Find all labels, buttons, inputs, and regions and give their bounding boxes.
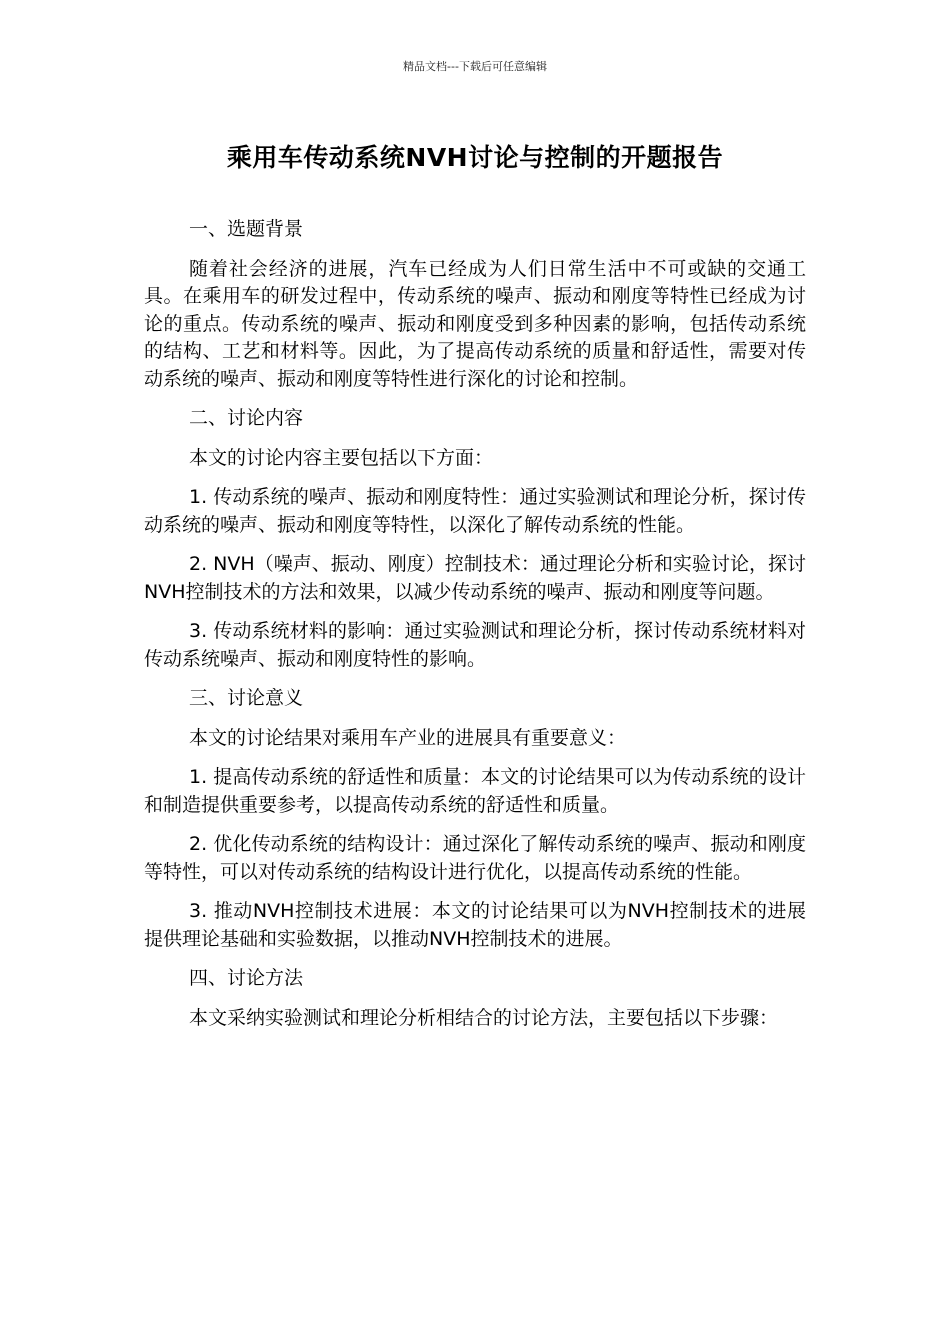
section-heading-background: 一、选题背景 (189, 218, 304, 240)
section-heading-content: 二、讨论内容 (189, 407, 304, 429)
section-heading-significance: 三、讨论意义 (189, 687, 304, 709)
document-title: 乘用车传动系统NVH讨论与控制的开题报告 (226, 143, 724, 172)
content-intro: 本文的讨论内容主要包括以下方面： (189, 446, 494, 469)
significance-item-3: 3. 推动NVH控制技术进展：本文的讨论结果可以为NVH控制技术的进展提供理论基础和实验数据，以推动NVH控制技术的进展。 (144, 900, 806, 950)
content-item-3: 3. 传动系统材料的影响：通过实验测试和理论分析，探讨传动系统材料对传动系统噪声、振动和刚度特性的影响。 (144, 620, 806, 670)
content-item-1: 1. 传动系统的噪声、振动和刚度特性：通过实验测试和理论分析，探讨传动系统的噪声、振动和刚度等特性，以深化了解传动系统的性能。 (144, 486, 806, 536)
background-paragraph: 随着社会经济的进展，汽车已经成为人们日常生活中不可或缺的交通工具。在乘用车的研发过程中，传动系统的噪声、振动和刚度等特性已经成为讨论的重点。传动系统的噪声、振动和刚度受到多种因素的影响，包括传动系统的结构、工艺和材料等。因此，为了提高传动系统的质量和舒适性，需要对传动系统的噪声、振动和刚度等特性进行深化的讨论和控制。 (144, 257, 806, 390)
header-note: 精品文档---下载后可任意编辑 (403, 60, 547, 73)
section-heading-method: 四、讨论方法 (189, 967, 304, 989)
significance-item-2: 2. 优化传动系统的结构设计：通过深化了解传动系统的噪声、振动和刚度等特性，可以对传动系统的结构设计进行优化，以提高传动系统的性能。 (144, 833, 806, 883)
significance-item-1: 1. 提高传动系统的舒适性和质量：本文的讨论结果可以为传动系统的设计和制造提供重要参考，以提高传动系统的舒适性和质量。 (144, 766, 806, 816)
method-intro: 本文采纳实验测试和理论分析相结合的讨论方法，主要包括以下步骤： (189, 1006, 779, 1029)
significance-intro: 本文的讨论结果对乘用车产业的进展具有重要意义： (189, 726, 627, 749)
document-body (144, 216, 806, 1044)
content-item-2: 2. NVH（噪声、振动、刚度）控制技术：通过理论分析和实验讨论，探讨NVH控制技术的方法和效果，以减少传动系统的噪声、振动和刚度等问题。 (144, 553, 806, 603)
